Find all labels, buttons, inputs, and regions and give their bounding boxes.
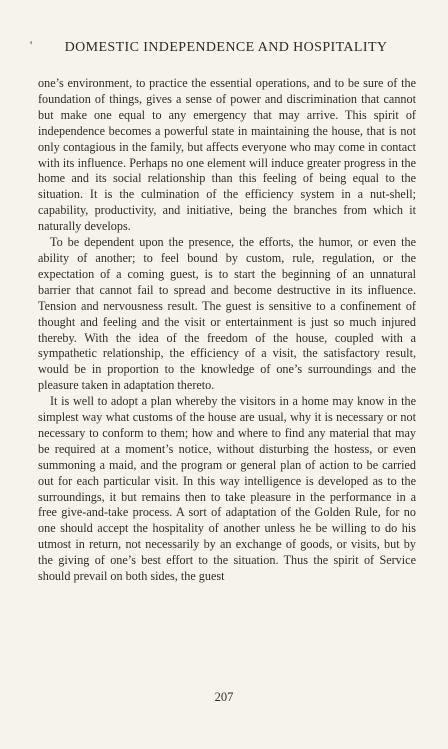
paragraph-3: It is well to adopt a plan whereby the visitors in a home may know in the simplest way what customs of the house are usual, why it is necessary or not necessary to conform to them; how and where to find any material that may be required at a moment’s notice, without disturbing the hostess, or even summoning a maid, and the program or general plan of action to be carried out for each particular visit. In this way intelligence is developed as to the surroundings, it but remains then to take pleasure in the performance in a free give-and-take process. A sort of adaptation of the Golden Rule, for no one should accept the hospitality of another unless he be willing to do his utmost in return, not necessarily by an exchange of goods, or visits, but by the giving of one’s best effort to the situation. Thus the spirit of Service should prevail on both sides, the guest — [38, 394, 416, 584]
paragraph-2: To be dependent upon the presence, the efforts, the humor, or even the ability of another; to feel bound by custom, rule, regulation, or the expectation of a coming guest, is to start the beginning of an unnatural barrier that cannot fail to spread and become destructive in its influence. Tension and nervousness result. The guest is sensitive to a confinement of thought and feeling and the visit or entertainment is just so much injured thereby. With the idea of the freedom of the house, coupled with a sympathetic relationship, the efficiency of a visit, the satisfactory result, would be in proportion to the knowledge of one’s surroundings and the pleasure taken in adaptation thereto. — [38, 235, 416, 393]
page-number: 207 — [214, 690, 234, 704]
body-text — [38, 76, 416, 585]
paragraph-1: one’s environment, to practice the essential operations, and to be sure of the foundation of things, gives a sense of power and discrimination that cannot but make one equal to any emergency that may arrive. This spirit of independence becomes a powerful state in maintaining the house, that is not only contagious in the family, but affects everyone who may come in contact with its influence. Perhaps no one element will induce greater progress in the home and its social relationship than this feeling of being equal to the situation. It is the culmination of the efficiency system in a nut-shell; capability, productivity, and initiative, being the branches from which it naturally develops. — [38, 76, 416, 234]
running-head — [30, 38, 416, 56]
margin-mark: ' — [30, 38, 33, 52]
running-head-text: DOMESTIC INDEPENDENCE AND HOSPITALITY — [64, 40, 388, 55]
